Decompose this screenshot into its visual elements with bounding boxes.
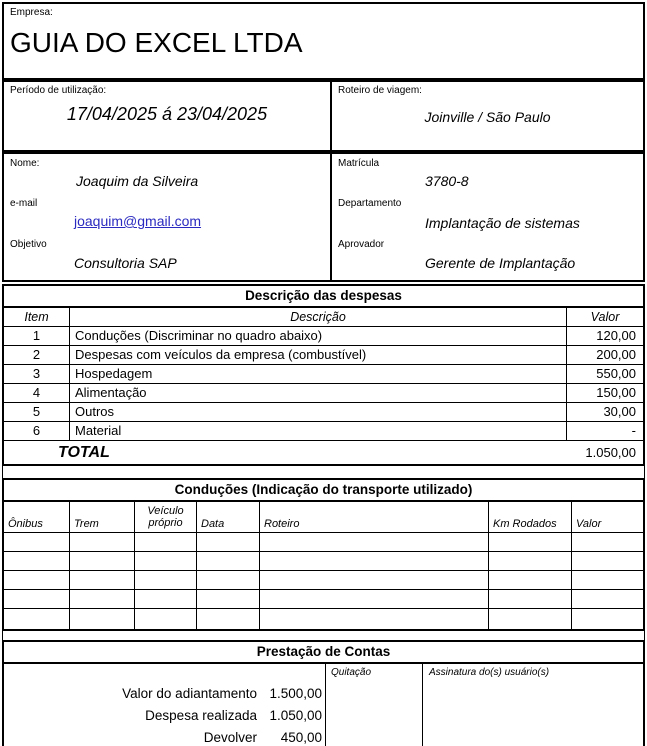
email-link[interactable]: joaquim@gmail.com xyxy=(74,213,202,229)
transport-header-row xyxy=(4,502,643,533)
empty-cell[interactable] xyxy=(572,571,643,589)
valor-cell: - xyxy=(631,423,636,438)
table-row xyxy=(4,346,643,365)
descricao-cell: Conduções (Discriminar no quadro abaixo) xyxy=(70,327,567,345)
empty-cell[interactable] xyxy=(197,590,260,608)
header-trem: Trem xyxy=(70,502,135,532)
periodo-label: Período de utilização: xyxy=(10,85,107,96)
empresa-label: Empresa: xyxy=(10,7,53,18)
section-empresa xyxy=(2,2,645,80)
empty-cell[interactable] xyxy=(135,590,197,608)
empty-cell[interactable] xyxy=(4,609,70,629)
header-descricao: Descrição xyxy=(70,308,567,326)
header-roteiro: Roteiro xyxy=(260,502,489,532)
transport-table-title: Conduções (Indicação do transporte utilizado) xyxy=(4,480,643,502)
empty-cell[interactable] xyxy=(4,552,70,570)
empty-cell[interactable] xyxy=(260,609,489,629)
empty-cell[interactable] xyxy=(489,552,572,570)
total-label: TOTAL xyxy=(58,443,110,461)
departamento-label: Departamento xyxy=(338,198,402,209)
periodo-cell xyxy=(4,82,332,150)
empty-cell[interactable] xyxy=(70,609,135,629)
empty-cell[interactable] xyxy=(70,571,135,589)
empty-cell[interactable] xyxy=(489,571,572,589)
descricao-cell: Material xyxy=(70,422,567,440)
company-name: GUIA DO EXCEL LTDA xyxy=(10,27,303,58)
nome-label: Nome: xyxy=(10,158,40,169)
transport-table xyxy=(2,478,645,631)
summary-line xyxy=(4,726,325,746)
quitacao-cell[interactable] xyxy=(325,664,423,746)
empty-cell[interactable] xyxy=(260,552,489,570)
identificacao-right-cell xyxy=(332,154,643,280)
periodo-value: 17/04/2025 á 23/04/2025 xyxy=(66,104,268,124)
header-data: Data xyxy=(197,502,260,532)
table-row xyxy=(4,422,643,441)
roteiro-label: Roteiro de viagem: xyxy=(338,85,422,96)
accounting-body xyxy=(4,664,643,746)
header-valor: Valor xyxy=(590,310,620,324)
matricula-label: Matrícula xyxy=(338,158,380,169)
section-periodo-roteiro xyxy=(2,80,645,152)
empty-cell[interactable] xyxy=(197,571,260,589)
summary-line xyxy=(4,704,325,726)
header-onibus: Ônibus xyxy=(4,502,70,532)
objetivo-label: Objetivo xyxy=(10,239,47,250)
item-number-cell: 3 xyxy=(4,365,70,383)
accounting-title: Prestação de Contas xyxy=(4,642,643,664)
devolver-label: Devolver xyxy=(203,729,257,745)
item-number-cell: 5 xyxy=(4,403,70,421)
empty-cell[interactable] xyxy=(135,552,197,570)
valor-cell: 30,00 xyxy=(603,404,636,419)
total-row xyxy=(4,441,643,464)
objetivo-value: Consultoria SAP xyxy=(74,255,177,271)
accounting-section xyxy=(2,640,645,746)
empty-cell[interactable] xyxy=(260,571,489,589)
empty-cell[interactable] xyxy=(572,590,643,608)
expenses-table xyxy=(2,284,645,466)
empty-cell[interactable] xyxy=(260,590,489,608)
item-number-cell: 1 xyxy=(4,327,70,345)
quitacao-label: Quitação xyxy=(331,667,372,678)
table-row xyxy=(4,384,643,403)
empty-cell[interactable] xyxy=(4,590,70,608)
table-row xyxy=(4,403,643,422)
header-item: Item xyxy=(4,308,70,326)
total-value: 1.050,00 xyxy=(585,445,636,460)
empty-cell[interactable] xyxy=(572,609,643,629)
assinatura-cell[interactable] xyxy=(423,664,643,746)
assinatura-label: Assinatura do(s) usuário(s) xyxy=(429,667,550,678)
adiantamento-value: 1.500,00 xyxy=(269,685,322,701)
empty-cell[interactable] xyxy=(572,552,643,570)
item-number-cell: 2 xyxy=(4,346,70,364)
empty-cell[interactable] xyxy=(4,533,70,551)
empty-cell[interactable] xyxy=(197,552,260,570)
header-km-rodados: Km Rodados xyxy=(489,502,572,532)
aprovador-value: Gerente de Implantação xyxy=(425,255,576,271)
aprovador-label: Aprovador xyxy=(338,239,385,250)
empty-cell[interactable] xyxy=(4,571,70,589)
expenses-header-row xyxy=(4,308,643,327)
identificacao-left-cell xyxy=(4,154,332,280)
devolver-value: 450,00 xyxy=(280,729,322,745)
item-number-cell: 4 xyxy=(4,384,70,402)
empty-cell[interactable] xyxy=(70,533,135,551)
departamento-value: Implantação de sistemas xyxy=(425,215,580,231)
roteiro-value: Joinville / São Paulo xyxy=(424,109,551,125)
nome-value: Joaquim da Silveira xyxy=(76,173,199,189)
roteiro-cell xyxy=(332,82,643,150)
adiantamento-label: Valor do adiantamento xyxy=(122,685,257,701)
expenses-table-title: Descrição das despesas xyxy=(4,286,643,308)
empty-cell[interactable] xyxy=(197,533,260,551)
section-identificacao xyxy=(2,152,645,282)
empty-cell[interactable] xyxy=(489,533,572,551)
table-row xyxy=(4,365,643,384)
accounting-summary xyxy=(4,664,325,746)
empty-cell[interactable] xyxy=(70,590,135,608)
transport-empty-row xyxy=(4,533,643,552)
valor-cell: 550,00 xyxy=(596,366,636,381)
empty-cell[interactable] xyxy=(489,590,572,608)
section-gap xyxy=(2,466,645,478)
empty-cell[interactable] xyxy=(489,609,572,629)
despesa-realizada-value: 1.050,00 xyxy=(269,707,322,723)
transport-empty-row xyxy=(4,609,643,629)
descricao-cell: Hospedagem xyxy=(70,365,567,383)
valor-cell: 120,00 xyxy=(596,328,636,343)
item-number-cell: 6 xyxy=(4,422,70,440)
empty-cell[interactable] xyxy=(135,609,197,629)
transport-empty-row xyxy=(4,590,643,609)
matricula-value: 3780-8 xyxy=(425,173,469,189)
empty-cell[interactable] xyxy=(135,533,197,551)
valor-cell: 200,00 xyxy=(596,347,636,362)
header-valor: Valor xyxy=(576,518,602,530)
empty-cell[interactable] xyxy=(572,533,643,551)
empty-cell[interactable] xyxy=(260,533,489,551)
descricao-cell: Despesas com veículos da empresa (combustível) xyxy=(70,346,567,364)
empty-cell[interactable] xyxy=(197,609,260,629)
summary-line xyxy=(4,682,325,704)
descricao-cell: Outros xyxy=(70,403,567,421)
empty-cell[interactable] xyxy=(70,552,135,570)
header-veiculo-proprio: Veículo próprio xyxy=(135,502,197,532)
empty-cell[interactable] xyxy=(135,571,197,589)
transport-empty-row xyxy=(4,552,643,571)
email-label: e-mail xyxy=(10,198,38,209)
table-row xyxy=(4,327,643,346)
section-gap xyxy=(2,631,645,640)
transport-empty-row xyxy=(4,571,643,590)
descricao-cell: Alimentação xyxy=(70,384,567,402)
valor-cell: 150,00 xyxy=(596,385,636,400)
despesa-realizada-label: Despesa realizada xyxy=(145,707,257,723)
